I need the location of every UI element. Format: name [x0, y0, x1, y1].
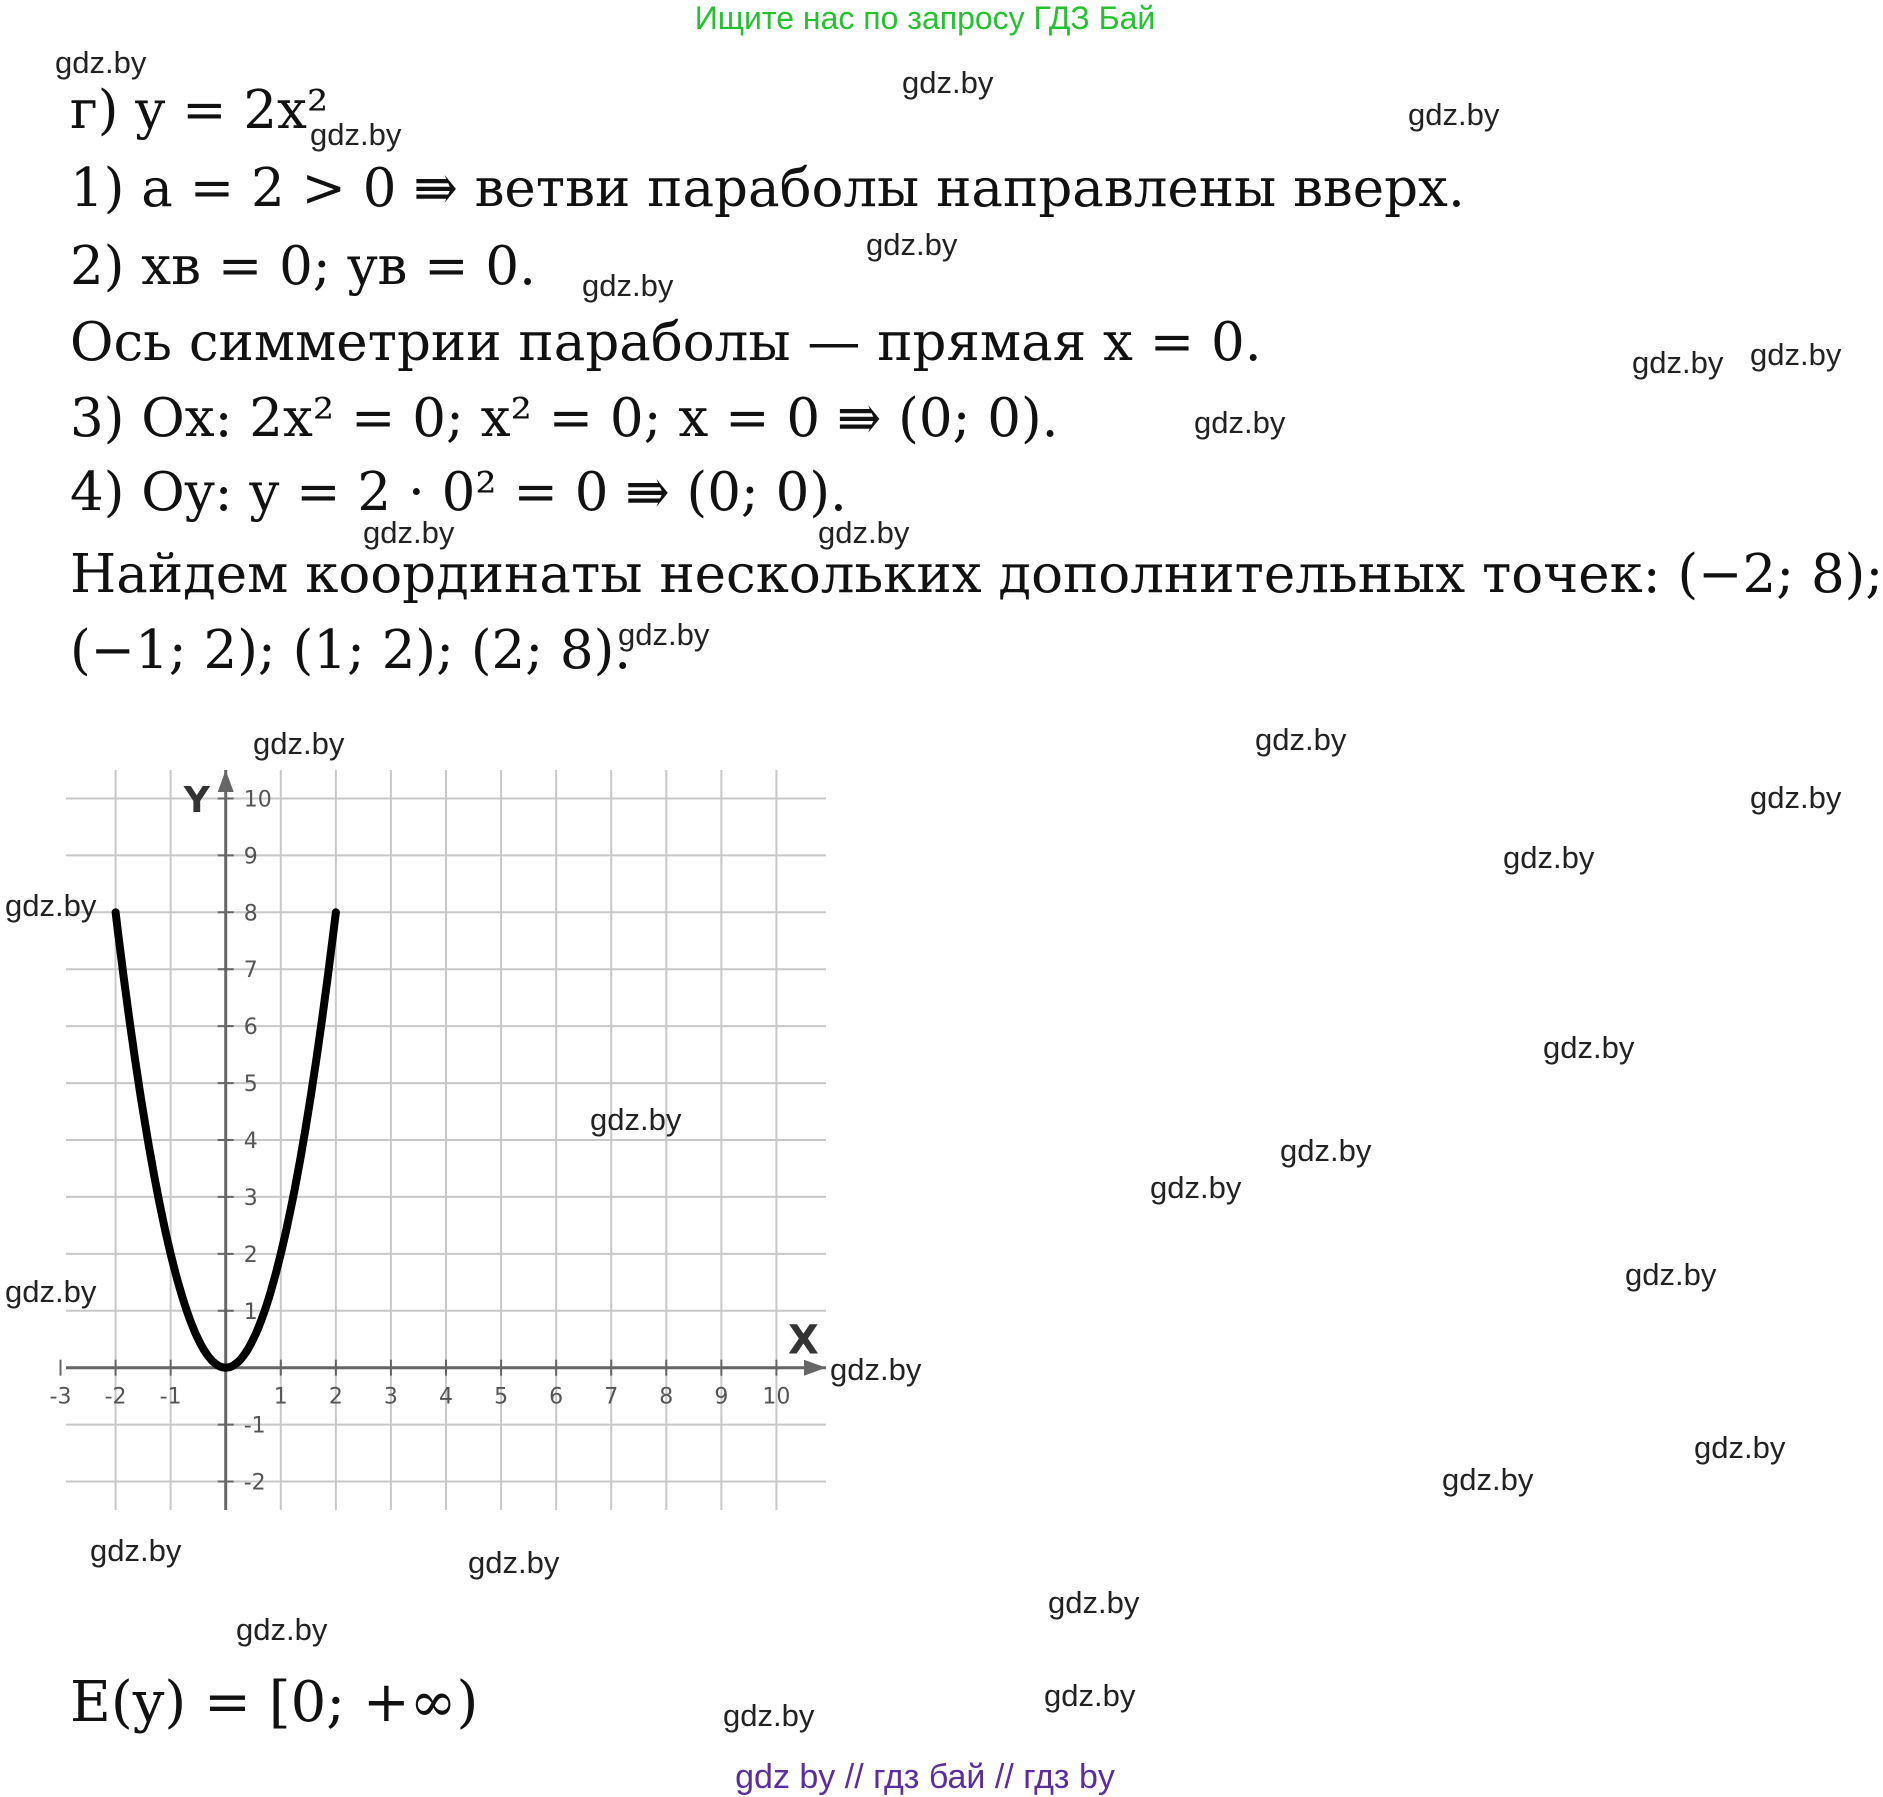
- y-tick-label: 4: [243, 1129, 258, 1154]
- item-label: г) y = 2x²: [70, 80, 329, 141]
- step-2: 2) xв = 0; yв = 0.: [70, 236, 536, 297]
- extra-points-text: Найдем координаты нескольких дополнительных точек: (−2; 8);: [70, 544, 1883, 605]
- watermark: gdz.by: [1503, 840, 1595, 875]
- x-axis-label: X: [788, 1317, 819, 1364]
- y-tick-label: 7: [243, 958, 258, 984]
- x-tick-label: -3: [49, 1384, 72, 1410]
- watermark: gdz.by: [818, 515, 910, 550]
- y-tick-label: -2: [243, 1470, 266, 1496]
- watermark: gdz.by: [468, 1545, 560, 1580]
- watermark: gdz.by: [1280, 1133, 1372, 1168]
- y-tick-label: 9: [243, 844, 258, 870]
- watermark: gdz.by: [236, 1612, 328, 1647]
- watermark: gdz.by: [1543, 1030, 1635, 1065]
- watermark: gdz.by: [1044, 1678, 1136, 1713]
- watermark: gdz.by: [5, 1274, 97, 1309]
- x-tick-label: 3: [383, 1384, 398, 1410]
- x-tick-label: 2: [328, 1384, 343, 1410]
- watermark: gdz.by: [582, 268, 674, 303]
- x-tick-label: -2: [104, 1384, 127, 1410]
- x-tick-label: 6: [549, 1384, 564, 1410]
- x-tick-label: 7: [604, 1384, 619, 1410]
- watermark: gdz.by: [1442, 1462, 1534, 1497]
- symmetry-axis-text: Ось симметрии параболы — прямая x = 0.: [70, 312, 1262, 373]
- watermark: gdz.by: [1694, 1430, 1786, 1465]
- watermark: gdz.by: [590, 1102, 682, 1137]
- y-axis-arrow: [218, 770, 234, 792]
- watermark: gdz.by: [253, 726, 345, 761]
- y-tick-label: 6: [243, 1015, 258, 1041]
- y-tick-label: 5: [243, 1072, 258, 1098]
- y-tick-label: 10: [243, 787, 272, 813]
- x-tick-label: 5: [494, 1384, 509, 1410]
- watermark: gdz.by: [55, 45, 147, 80]
- watermark: gdz.by: [1750, 780, 1842, 815]
- search-hint-banner: Ищите нас по запросу ГДЗ Бай: [694, 0, 1156, 36]
- step-1: 1) a = 2 > 0 ⇛ ветви параболы направлены вверх.: [70, 158, 1465, 219]
- watermark: gdz.by: [866, 227, 958, 262]
- extra-points-text-cont: (−1; 2); (1; 2); (2; 8).: [70, 620, 632, 681]
- watermark: gdz.by: [1408, 97, 1500, 132]
- x-tick-label: 10: [762, 1384, 791, 1410]
- watermark: gdz.by: [1150, 1170, 1242, 1205]
- watermark: gdz.by: [1750, 337, 1842, 372]
- range-of-values: E(y) = [0; +∞): [70, 1670, 479, 1735]
- watermark: gdz.by: [1625, 1257, 1717, 1292]
- step-4: 4) Oy: y = 2 · 0² = 0 ⇛ (0; 0).: [70, 462, 847, 523]
- watermark: gdz.by: [90, 1533, 182, 1568]
- footer-links: gdz by // гдз бай // гдз by: [735, 1758, 1115, 1796]
- watermark: gdz.by: [1194, 405, 1286, 440]
- watermark: gdz.by: [723, 1698, 815, 1733]
- watermark: gdz.by: [830, 1352, 922, 1387]
- y-axis-label: Y: [183, 780, 210, 821]
- y-tick-label: -1: [243, 1413, 266, 1439]
- watermark: gdz.by: [1048, 1585, 1140, 1620]
- watermark: gdz.by: [618, 617, 710, 652]
- watermark: gdz.by: [1255, 722, 1347, 757]
- watermark: gdz.by: [310, 117, 402, 152]
- watermark: gdz.by: [363, 515, 455, 550]
- x-tick-label: 4: [439, 1384, 453, 1410]
- watermark: gdz.by: [1632, 345, 1724, 380]
- y-tick-label: 3: [243, 1185, 258, 1211]
- x-tick-label: 9: [714, 1384, 729, 1410]
- watermark: gdz.by: [902, 65, 994, 100]
- y-tick-label: 1: [243, 1299, 258, 1325]
- watermark: gdz.by: [5, 888, 97, 923]
- step-3: 3) Ox: 2x² = 0; x² = 0; x = 0 ⇛ (0; 0).: [70, 388, 1059, 449]
- y-tick-label: 2: [243, 1242, 258, 1268]
- x-tick-label: 1: [273, 1384, 288, 1410]
- x-tick-label: 8: [659, 1384, 674, 1410]
- y-tick-label: 8: [243, 901, 258, 927]
- x-tick-label: -1: [159, 1384, 182, 1410]
